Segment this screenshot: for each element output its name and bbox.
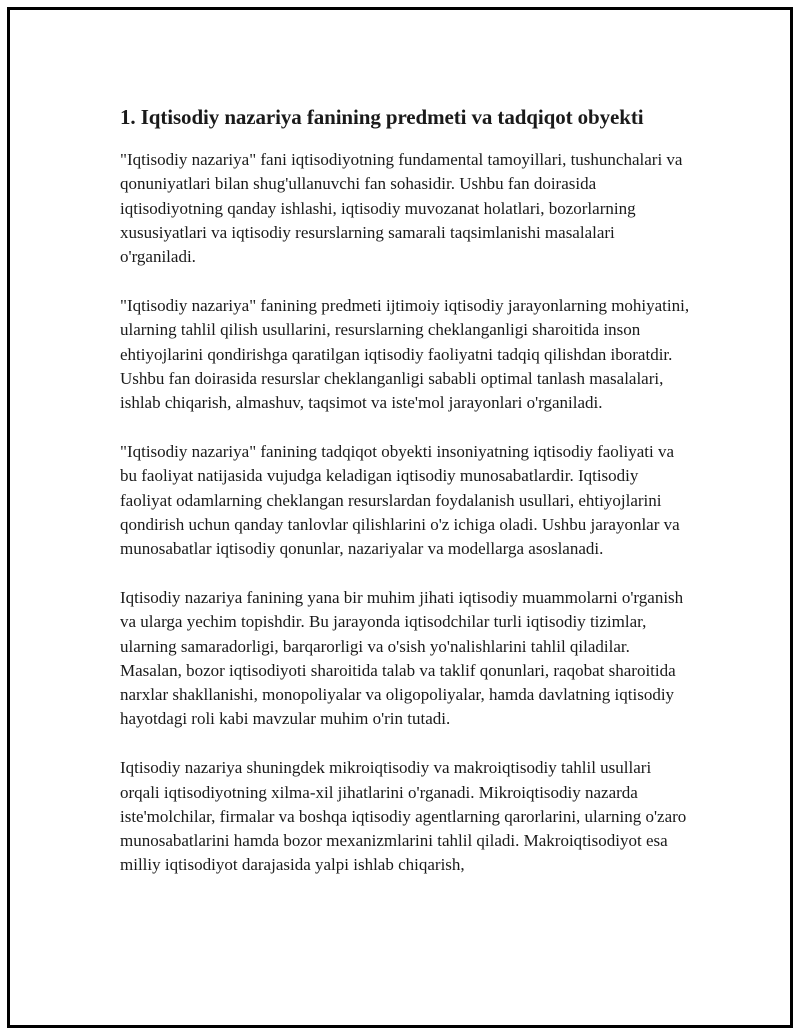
section-heading: 1. Iqtisodiy nazariya fanining predmeti va tadqiqot obyekti <box>120 105 644 129</box>
paragraph-4: Iqtisodiy nazariya fanining yana bir muhim jihati iqtisodiy muammolarni o'rganish va ularga yechim topishdir. Bu jarayonda iqtisodchilar turli iqtisodiy tizimlar, ularning samaradorligi, barqarorligi va o'sish yo'nalishlarini tahlil qiladilar. Masalan, bozor iqtisodiyoti sharoitida talab va taklif qonunlari, raqobat sharoitida narxlar shakllanishi, monopoliyalar va oligopoliyalar, hamda davlatning iqtisodiy hayotdagi roli kabi mavzular muhim o'rin tutadi. <box>120 587 684 729</box>
page-frame <box>7 7 793 1028</box>
paragraph-2: "Iqtisodiy nazariya" fanining predmeti ijtimoiy iqtisodiy jarayonlarning mohiyatini, ularning tahlil qilish usullarini, resurslarning cheklanganligi sharoitida inson ehtiyojlarini qondirishga qaratilgan iqtisodiy faoliyatni tadqiq qilishdan iboratdir. Ushbu fan doirasida resurslar cheklanganligi sababli optimal tanlash masalalari, ishlab chiqarish, almashuv, taqsimot va iste'mol jarayonlari o'rganiladi. <box>120 295 690 413</box>
paragraph-5: Iqtisodiy nazariya shuningdek mikroiqtisodiy va makroiqtisodiy tahlil usullari orqali iqtisodiyotning xilma-xil jihatlarini o'rganadi. Mikroiqtisodiy nazarda iste'molchilar, firmalar va boshqa iqtisodiy agentlarning qarorlarini, ularning o'zaro munosabatlarini hamda bozor mexanizmlarini tahlil qiladi. Makroiqtisodiyot esa milliy iqtisodiyot darajasida yalpi ishlab chiqarish, <box>120 758 687 875</box>
paragraph-3: "Iqtisodiy nazariya" fanining tadqiqot obyekti insoniyatning iqtisodiy faoliyati va bu faoliyat natijasida vujudga keladigan iqtisodiy munosabatlardir. Iqtisodiy faoliyat odamlarning cheklangan resurslardan foydalanish usullari, ehtiyojlarini qondirish uchun qanday tanlovlar qilishlarini o'z ichiga oladi. Ushbu jarayonlar va munosabatlar iqtisodiy qonunlar, nazariyalar va modellarga asoslanadi. <box>120 441 680 559</box>
paragraph-1: "Iqtisodiy nazariya" fani iqtisodiyotning fundamental tamoyillari, tushunchalari va qonuniyatlari bilan shug'ullanuvchi fan sohasidir. Ushbu fan doirasida iqtisodiyotning qanday ishlashi, iqtisodiy muvozanat holatlari, bozorlarning xususiyatlari va iqtisodiy resurslarning samarali taqsimlanishi masalalari o'rganiladi. <box>120 150 683 267</box>
document-body <box>120 102 690 902</box>
